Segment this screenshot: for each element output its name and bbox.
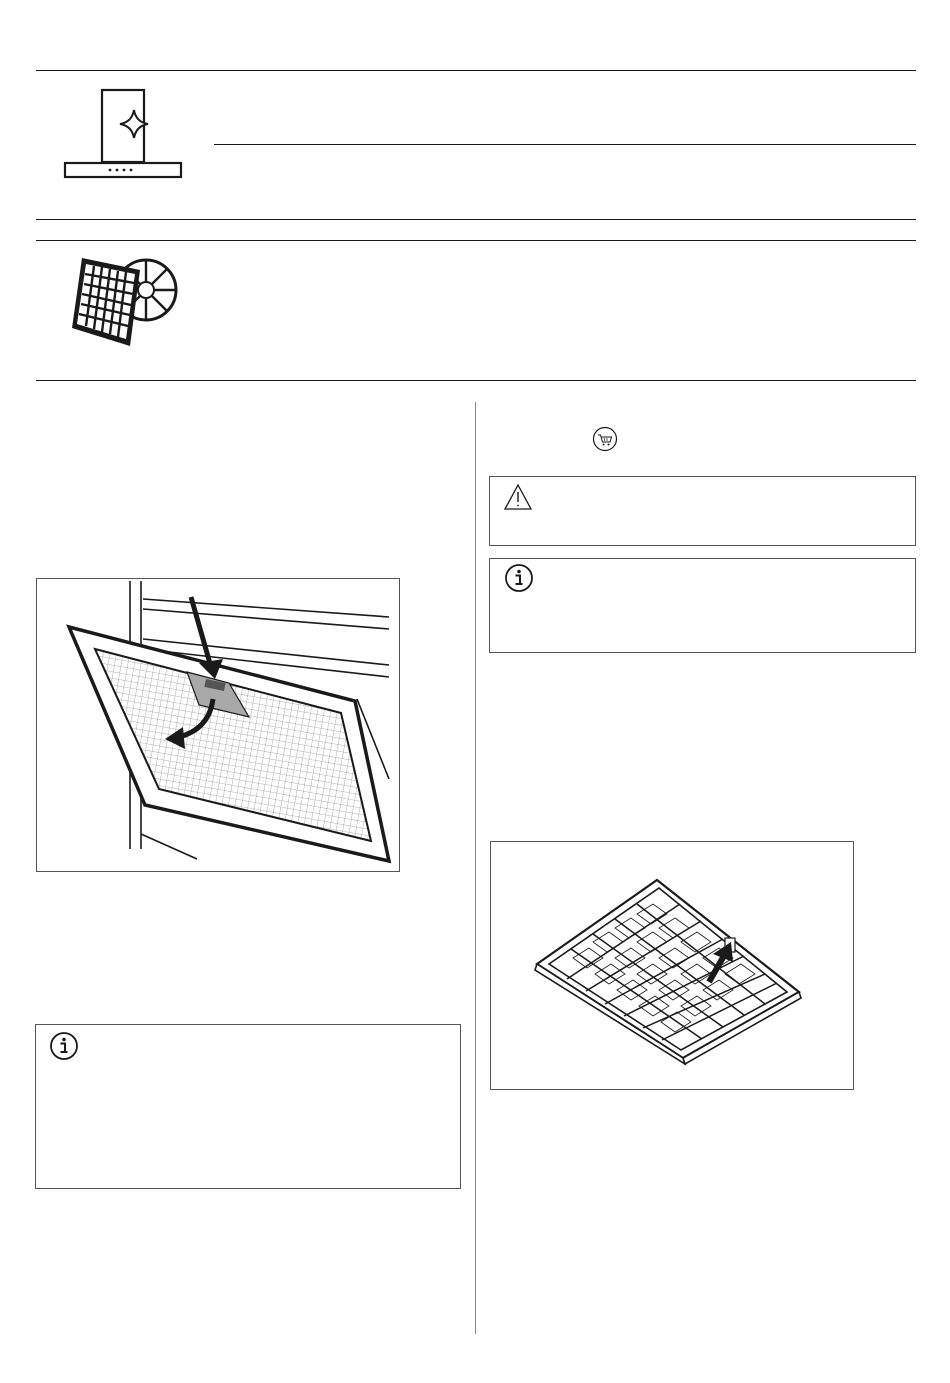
shopping-cart-icon xyxy=(592,426,618,452)
right-info-note xyxy=(489,558,916,653)
grease-filter-removal-illustration xyxy=(36,578,400,872)
grease-and-carbon-filter-icon xyxy=(68,250,178,350)
section-rule-sub xyxy=(214,144,916,145)
section-rule-bottom-1 xyxy=(36,219,916,220)
info-icon xyxy=(504,563,534,593)
carbon-filter-tab-illustration xyxy=(490,841,854,1090)
right-warning-note xyxy=(489,476,916,546)
section-rule-top xyxy=(36,70,916,71)
warning-triangle-icon xyxy=(503,483,533,511)
hood-sparkle-icon xyxy=(62,86,184,182)
info-icon xyxy=(49,1031,79,1061)
section-rule-bottom-2 xyxy=(36,380,916,381)
section-rule-top-2 xyxy=(36,240,916,241)
left-info-note xyxy=(35,1024,461,1189)
column-divider xyxy=(475,402,476,1334)
